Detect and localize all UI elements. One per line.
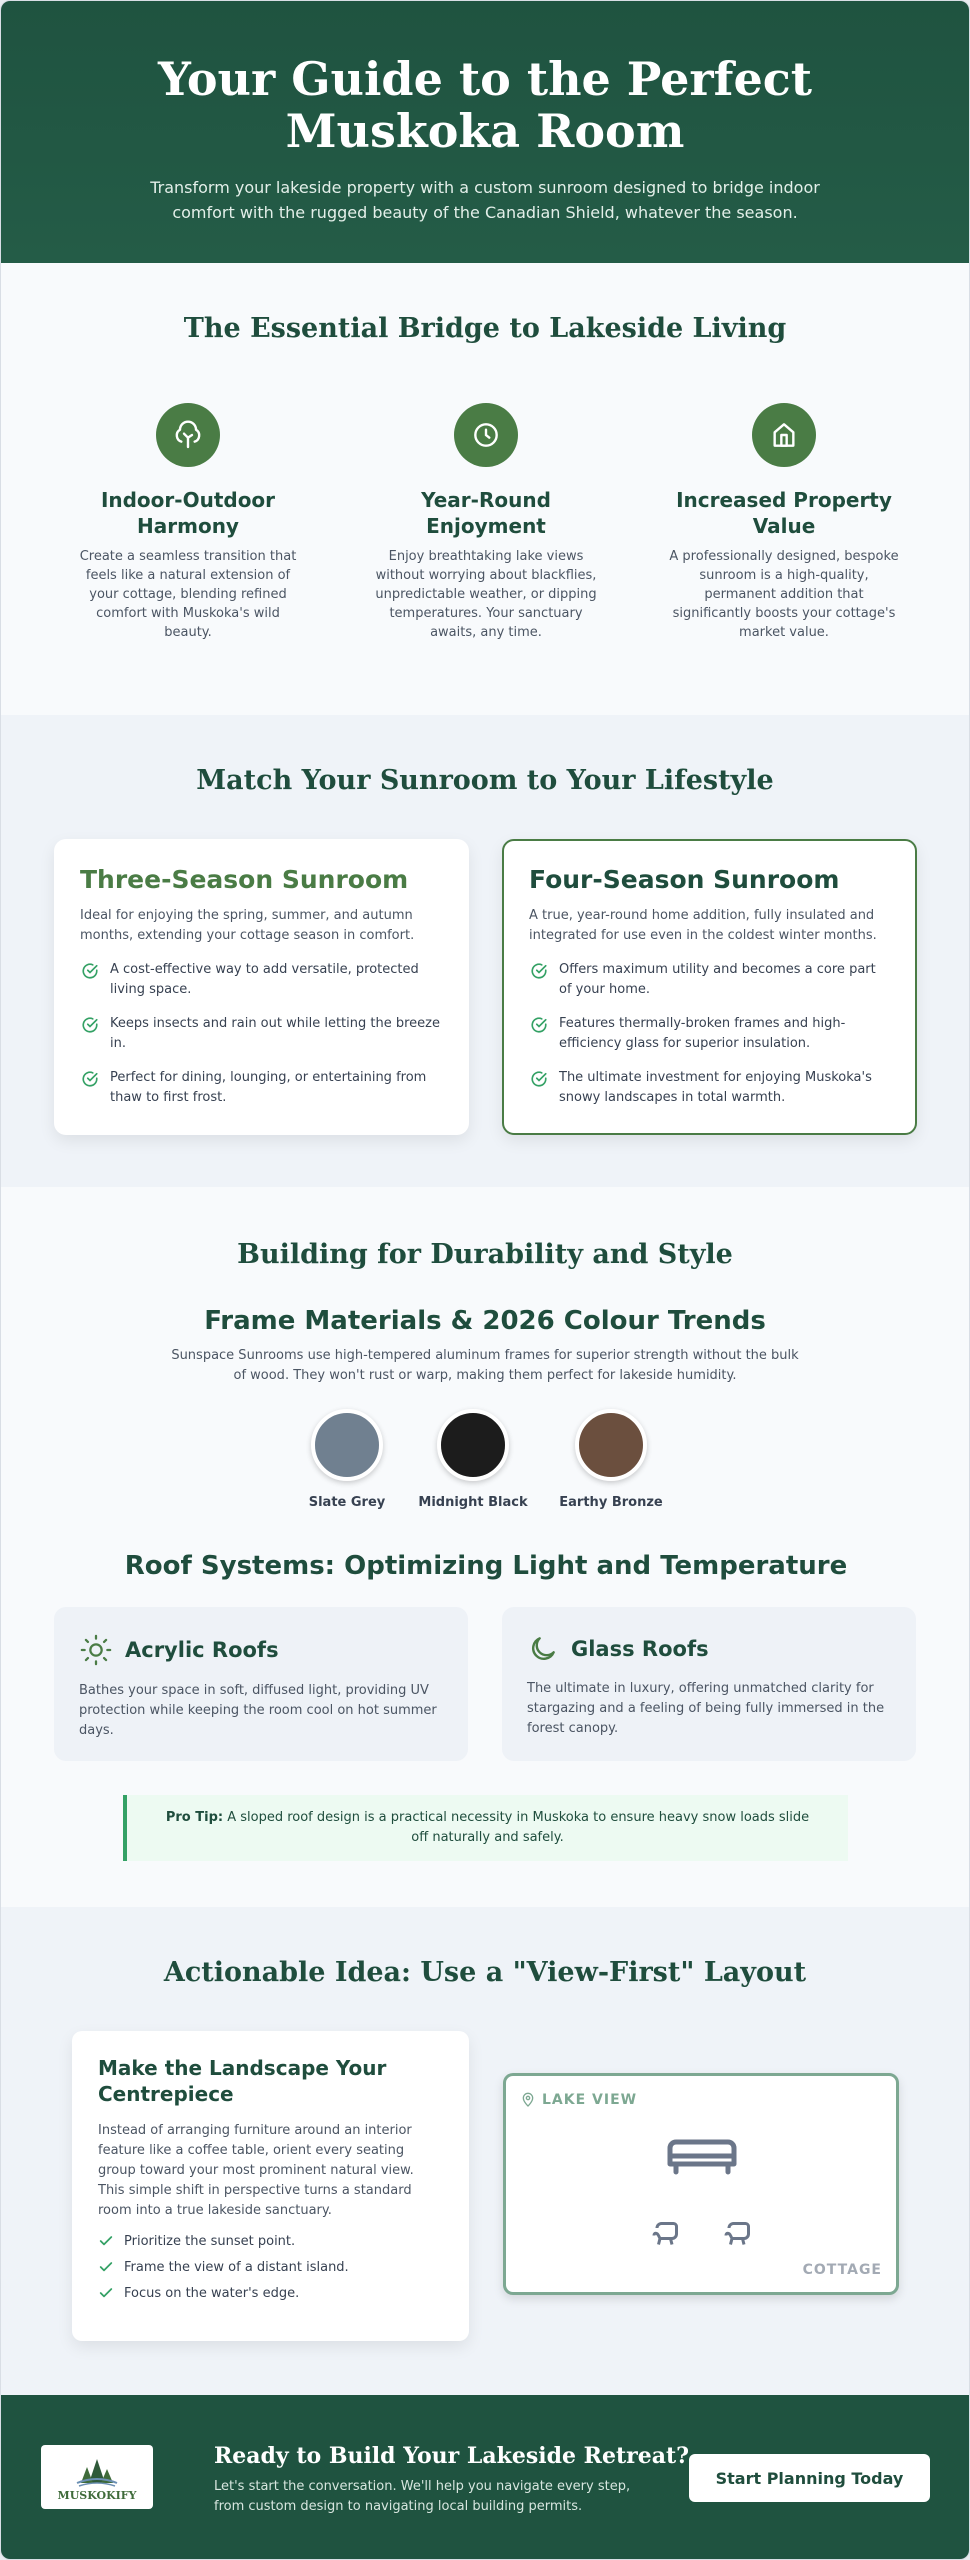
list-item bbox=[80, 1014, 443, 1054]
check-circle-icon bbox=[80, 962, 100, 980]
benefit-text: A professionally designed, bespoke sunroom is a high-quality, permanent addition that significantly boosts your cottage's market value. bbox=[669, 549, 899, 640]
swatch-midnight-black[interactable] bbox=[418, 1409, 528, 1510]
list-item bbox=[98, 2259, 443, 2275]
list-item-text: Frame the view of a distant island. bbox=[124, 2259, 349, 2275]
swatch-label: Midnight Black bbox=[418, 1495, 528, 1510]
frames-desc: Sunspace Sunrooms use high-tempered aluminum frames for superior strength without the bulk of wood. They won't rust or warp, making them perfect for lakeside humidity. bbox=[171, 1348, 799, 1383]
action-card bbox=[72, 2031, 469, 2341]
list-item bbox=[98, 2285, 443, 2301]
three-season-desc: Ideal for enjoying the spring, summer, and autumn months, extending your cottage season in comfort. bbox=[80, 908, 415, 943]
check-circle-icon bbox=[80, 1016, 100, 1034]
tree-icon bbox=[156, 403, 220, 467]
swatch-circle bbox=[311, 1409, 383, 1481]
lifestyle-title: Match Your Sunroom to Your Lifestyle bbox=[196, 765, 774, 796]
check-icon bbox=[98, 2285, 114, 2301]
lifestyle-section bbox=[1, 715, 969, 1187]
check-icon bbox=[98, 2259, 114, 2275]
frames-title: Frame Materials & 2026 Colour Trends bbox=[204, 1306, 766, 1336]
list-item bbox=[529, 1068, 890, 1108]
pro-tip bbox=[123, 1795, 848, 1861]
benefit-text: Enjoy breathtaking lake views without worrying about blackflies, unpredictable weather, or dipping temperatures. Your sanctuary awaits, any time. bbox=[375, 549, 597, 640]
benefit-item bbox=[371, 403, 601, 642]
three-season-title: Three-Season Sunroom bbox=[80, 865, 409, 894]
swatch-circle bbox=[437, 1409, 509, 1481]
footer bbox=[1, 2395, 969, 2560]
durability-section bbox=[1, 1187, 969, 1907]
action-title: Actionable Idea: Use a "View-First" Layout bbox=[163, 1957, 807, 1988]
list-item bbox=[529, 1014, 890, 1054]
start-planning-button[interactable]: Start Planning Today bbox=[689, 2454, 930, 2502]
benefit-title: Indoor-Outdoor Harmony bbox=[100, 488, 276, 538]
list-item-text: Perfect for dining, lounging, or entertaining from thaw to first frost. bbox=[110, 1070, 427, 1105]
roof-card-title: Glass Roofs bbox=[571, 1637, 709, 1661]
four-season-title: Four-Season Sunroom bbox=[529, 865, 840, 894]
list-item-text: Offers maximum utility and becomes a core part of your home. bbox=[559, 962, 876, 997]
four-season-card bbox=[502, 839, 917, 1135]
action-card-text: Instead of arranging furniture around an interior feature like a coffee table, orient every seating group toward your most prominent natural view. This simple shift in perspective turns a standard room into a true lakeside sanctuary. bbox=[98, 2123, 414, 2218]
sun-icon bbox=[79, 1633, 113, 1667]
hero-subtitle: Transform your lakeside property with a custom sunroom designed to bridge indoor comfort with the rugged beauty of the Canadian Shield, whatever the season. bbox=[150, 178, 820, 222]
list-item bbox=[529, 960, 890, 1000]
list-item-text: Features thermally-broken frames and high-efficiency glass for superior insulation. bbox=[559, 1016, 846, 1051]
footer-text: Let's start the conversation. We'll help you navigate every step, from custom design to navigating local building permits. bbox=[214, 2479, 631, 2514]
list-item bbox=[80, 960, 443, 1000]
three-season-card bbox=[54, 839, 469, 1135]
durability-title: Building for Durability and Style bbox=[237, 1239, 733, 1270]
benefits-section bbox=[1, 263, 969, 715]
swatch-label: Earthy Bronze bbox=[559, 1495, 663, 1510]
hero-title: Your Guide to the Perfect Muskoka Room bbox=[158, 52, 812, 158]
check-icon bbox=[98, 2233, 114, 2249]
list-item bbox=[80, 1068, 443, 1108]
map-pin-icon bbox=[520, 2092, 536, 2108]
swatch-slate-grey[interactable] bbox=[292, 1409, 402, 1510]
list-item-text: Prioritize the sunset point. bbox=[124, 2233, 296, 2249]
swatch-label: Slate Grey bbox=[308, 1495, 386, 1510]
roof-title: Roof Systems: Optimizing Light and Temperature bbox=[124, 1551, 848, 1581]
benefits-title: The Essential Bridge to Lakeside Living bbox=[183, 313, 787, 344]
benefit-title: Year-Round Enjoyment bbox=[421, 488, 551, 538]
armchair-icon bbox=[720, 2216, 756, 2252]
roof-card-acrylic bbox=[54, 1607, 468, 1761]
roof-card-title: Acrylic Roofs bbox=[125, 1638, 279, 1662]
layout-diagram bbox=[503, 2073, 899, 2295]
list-item-text: The ultimate investment for enjoying Muskoka's snowy landscapes in total warmth. bbox=[559, 1070, 872, 1105]
logo[interactable] bbox=[41, 2445, 153, 2509]
roof-card-text: The ultimate in luxury, offering unmatched clarity for stargazing and a feeling of being fully immersed in the forest canopy. bbox=[527, 1681, 885, 1736]
cottage-label: COTTAGE bbox=[802, 2262, 882, 2278]
footer-title: Ready to Build Your Lakeside Retreat? bbox=[214, 2443, 689, 2469]
benefit-title: Increased Property Value bbox=[676, 488, 892, 538]
benefit-item bbox=[73, 403, 303, 642]
swatch-earthy-bronze[interactable] bbox=[556, 1409, 666, 1510]
hero-section bbox=[1, 1, 969, 263]
four-season-desc: A true, year-round home addition, fully insulated and integrated for use even in the coldest winter months. bbox=[529, 908, 877, 943]
check-circle-icon bbox=[529, 1070, 549, 1088]
pro-tip-label: Pro Tip: bbox=[165, 1810, 224, 1825]
logo-text: MUSKOKIFY bbox=[57, 2488, 137, 2502]
house-icon bbox=[752, 403, 816, 467]
armchair-icon bbox=[648, 2216, 684, 2252]
action-section bbox=[1, 1907, 969, 2395]
sofa-icon bbox=[664, 2138, 740, 2178]
check-circle-icon bbox=[529, 1016, 549, 1034]
check-circle-icon bbox=[529, 962, 549, 980]
action-card-title: Make the Landscape Your Centrepiece bbox=[98, 2056, 387, 2106]
moon-icon bbox=[527, 1633, 559, 1665]
list-item-text: Keeps insects and rain out while letting the breeze in. bbox=[110, 1016, 440, 1051]
lake-view-label bbox=[520, 2092, 637, 2108]
clock-icon bbox=[454, 403, 518, 467]
list-item-text: Focus on the water's edge. bbox=[124, 2285, 300, 2301]
roof-card-glass bbox=[502, 1607, 916, 1761]
swatch-circle bbox=[575, 1409, 647, 1481]
roof-card-text: Bathes your space in soft, diffused light, providing UV protection while keeping the room cool on hot summer days. bbox=[79, 1683, 437, 1738]
lake-view-text: LAKE VIEW bbox=[542, 2092, 638, 2108]
logo-icon bbox=[75, 2453, 119, 2487]
list-item bbox=[98, 2233, 443, 2249]
check-circle-icon bbox=[80, 1070, 100, 1088]
pro-tip-text: A sloped roof design is a practical necessity in Muskoka to ensure heavy snow loads slide off naturally and safely. bbox=[227, 1810, 810, 1845]
benefit-item bbox=[669, 403, 899, 642]
benefit-text: Create a seamless transition that feels like a natural extension of your cottage, blending refined comfort with Muskoka's wild beauty. bbox=[79, 549, 297, 640]
list-item-text: A cost-effective way to add versatile, protected living space. bbox=[110, 962, 419, 997]
